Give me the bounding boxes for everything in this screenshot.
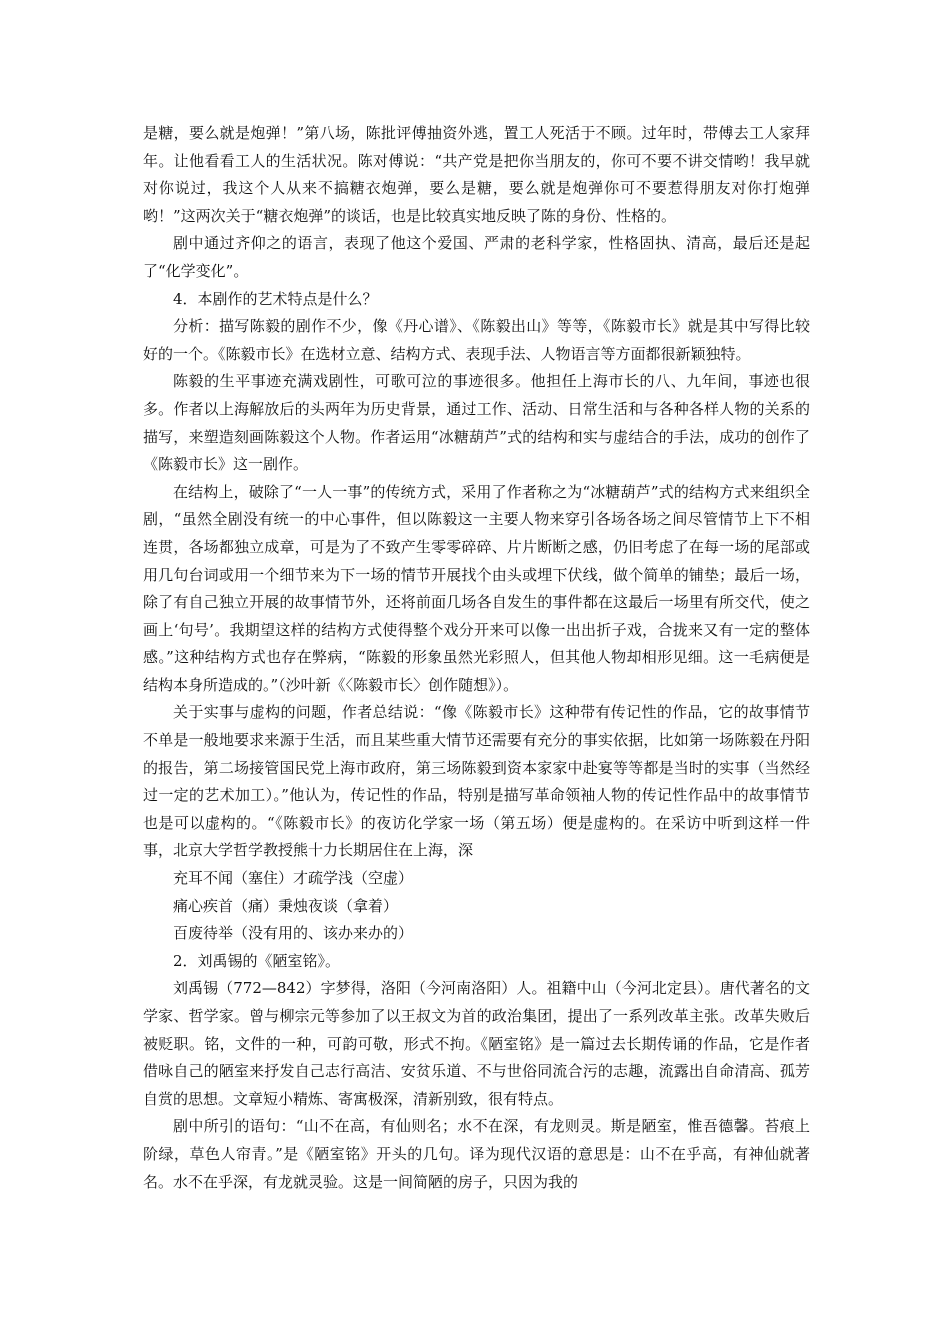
paragraph: 刘禹锡（772—842）字梦得，洛阳（今河南洛阳）人。祖籍中山（今河北定县）。唐代著名的文学家、哲学家。曾与柳宗元等参加了以王叔文为首的政治集团，提出了一系列改革主张。改革失败后被贬职。铭，文件的一种，可韵可敬，形式不拘。《陋室铭》是一篇过去长期传诵的作品，它是作者借咏自己的陋室来抒发自己志行高洁、安贫乐道、不与世俗同流合污的志趣，流露出自命清高、孤芳自赏的思想。文章短小精炼、寄寓极深，清新别致，很有特点。 — [143, 979, 810, 1108]
section-question: 4．本剧作的艺术特点是什么？ — [173, 289, 378, 308]
document-page — [143, 120, 810, 1196]
paragraph: 是糖，要么就是炮弹！”第八场，陈批评傅抽资外逃，置工人死活于不顾。过年时，带傅去工人家拜年。让他看看工人的生活状况。陈对傅说：“共产党是把你当朋友的，你可不要不讲交情哟！我早就对你说过，我这个人从来不搞糖衣炮弹，要么是糖，要么就是炮弹你可不要惹得朋友对你打炮弹哟！”这两次关于“糖衣炮弹”的谈话，也是比较真实地反映了陈的身份、性格的。 — [143, 124, 810, 225]
paragraph: 在结构上，破除了“一人一事”的传统方式，采用了作者称之为“冰糖葫芦”式的结构方式来组织全剧，“虽然全剧没有统一的中心事件，但以陈毅这一主要人物来穿引各场各场之间尽管情节上下不相连贯，各场都独立成章，可是为了不致产生零零碎碎、片片断断之感，仍旧考虑了在每一场的尾部或用几句台词或用一个细节来为下一场的情节开展找个由头或埋下伏线，做个简单的铺垫；最后一场，除了有自己独立开展的故事情节外，还将前面几场各自发生的事件都在这最后一场里有所交代，使之画上‘句号’。我期望这样的结构方式使得整个戏分开来可以像一出出折子戏，合拢来又有一定的整体感。”这种结构方式也存在弊病，“陈毅的形象虽然光彩照人，但其他人物却相形见细。这一毛病便是结构本身所造成的。”（沙叶新《〈陈毅市长〉创作随想》）。 — [143, 482, 810, 694]
paragraph: 陈毅的生平事迹充满戏剧性，可歌可泣的事迹很多。他担任上海市长的八、九年间，事迹也很多。作者以上海解放后的头两年为历史背景，通过工作、活动、日常生活和与各种各样人物的关系的描写，来塑造刻画陈毅这个人物。作者运用“冰糖葫芦”式的结构和实与虚结合的手法，成功的创作了《陈毅市长》这一剧作。 — [143, 372, 810, 474]
vocab-line: 百废待举（没有用的、该办来办的） — [173, 924, 414, 943]
vocab-line: 痛心疾首（痛）秉烛夜谈（拿着） — [173, 896, 399, 915]
paragraph: 关于实事与虚构的问题，作者总结说：“像《陈毅市长》这种带有传记性的作品，它的故事情节不单是一般地要求来源于生活，而且某些重大情节还需要有充分的事实依据，比如第一场陈毅在丹阳的报告，第二场接管国民党上海市政府，第三场陈毅到资本家家中赴宴等等都是当时的实事（当然经过一定的艺术加工）。”他认为，传记性的作品，特别是描写革命领袖人物的传记性作品中的故事情节也是可以虚构的。“《陈毅市长》的夜访化学家一场（第五场）便是虚构的。在采访中听到这样一件事，北京大学哲学教授熊十力长期居住在上海，深 — [143, 703, 810, 860]
section-heading: 2．刘禹锡的《陋室铭》。 — [173, 951, 341, 970]
paragraph: 分析：描写陈毅的剧作不少，像《丹心谱》、《陈毅出山》等等，《陈毅市长》就是其中写得比较好的一个。《陈毅市长》在选材立意、结构方式、表现手法、人物语言等方面都很新颖独特。 — [143, 317, 810, 363]
paragraph: 剧中通过齐仰之的语言，表现了他这个爱国、严肃的老科学家，性格固执、清高，最后还是起了“化学变化”。 — [143, 234, 810, 280]
vocab-line: 充耳不闻（塞住）才疏学浅（空虚） — [173, 869, 414, 888]
paragraph: 剧中所引的语句：“山不在高，有仙则名；水不在深，有龙则灵。斯是陋室，惟吾德馨。苔痕上阶绿，草色人帘青。”是《陋室铭》开头的几句。译为现代汉语的意思是：山不在乎高，有神仙就著名。水不在乎深，有龙就灵验。这是一间简陋的房子，只因为我的 — [143, 1117, 810, 1191]
